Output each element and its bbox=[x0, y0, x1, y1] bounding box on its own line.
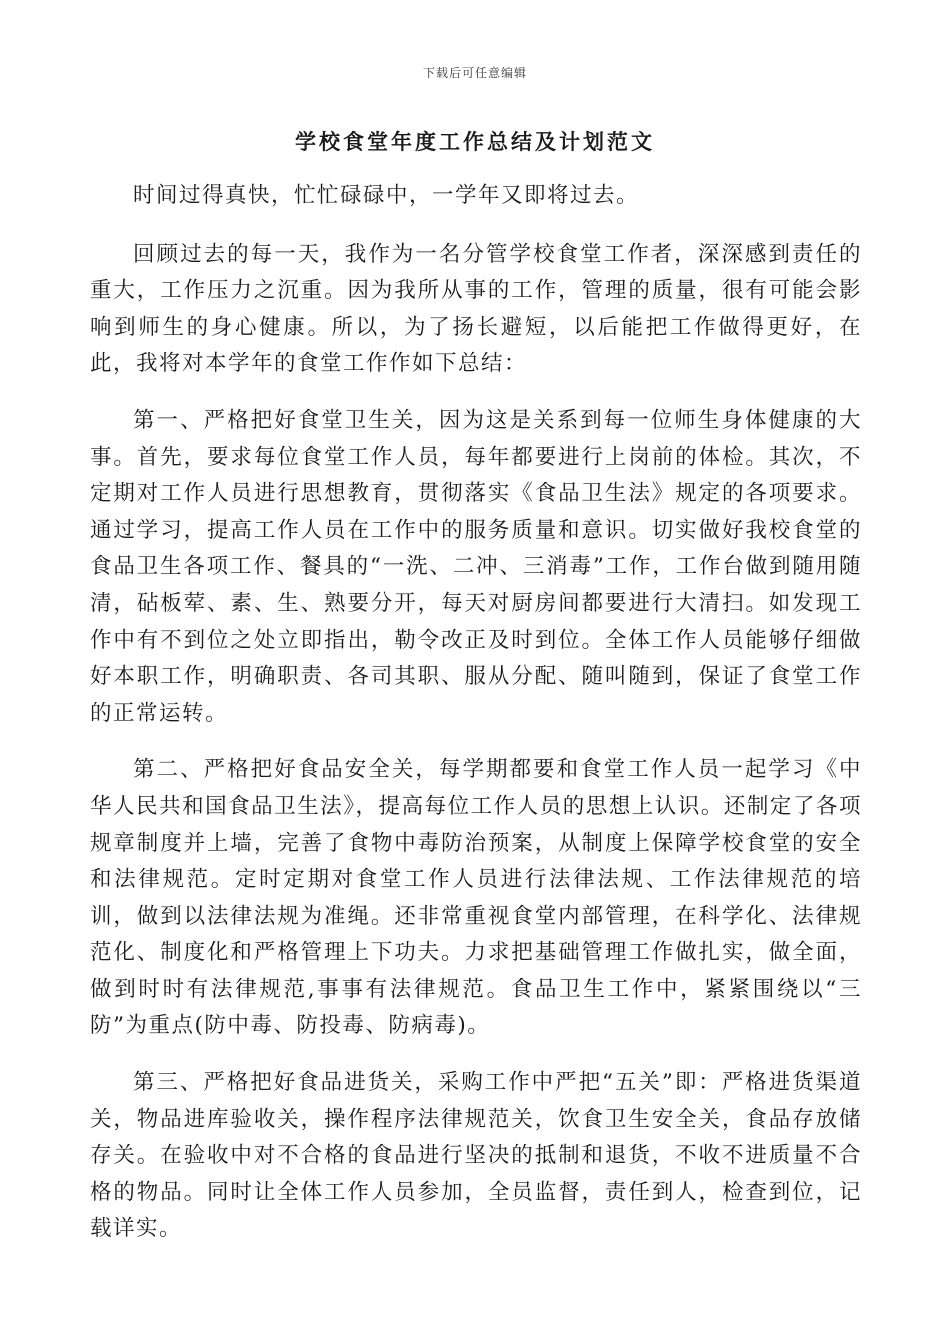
paragraph-1: 时间过得真快，忙忙碌碌中，一学年又即将过去。 bbox=[133, 183, 640, 208]
document-body bbox=[90, 178, 862, 1268]
paragraph-2: 回顾过去的每一天，我作为一名分管学校食堂工作者，深深感到责任的重大，工作压力之沉重。因为我所从事的工作，管理的质量，很有可能会影响到师生的身心健康。所以，为了扬长避短，以后能把工作做得更好，在此，我将对本学年的食堂工作作如下总结： bbox=[90, 241, 862, 377]
document-title: 学校食堂年度工作总结及计划范文 bbox=[295, 129, 655, 154]
paragraph-3: 第一、严格把好食堂卫生关，因为这是关系到每一位师生身体健康的大事。首先，要求每位食堂工作人员，每年都要进行上岗前的体检。其次，不定期对工作人员进行思想教育，贯彻落实《食品卫生法》规定的各项要求。通过学习，提高工作人员在工作中的服务质量和意识。切实做好我校食堂的食品卫生各项工作、餐具的“一洗、二冲、三消毒”工作，工作台做到随用随清，砧板荤、素、生、熟要分开，每天对厨房间都要进行大清扫。如发现工作中有不到位之处立即指出，勒令改正及时到位。全体工作人员能够仔细做好本职工作，明确职责、各司其职、服从分配、随叫随到，保证了食堂工作的正常运转。 bbox=[90, 407, 862, 726]
paragraph-5: 第三、严格把好食品进货关，采购工作中严把“五关”即：严格进货渠道关，物品进库验收关，操作程序法律规范关，饮食卫生安全关，食品存放储存关。在验收中对不合格的食品进行坚决的抵制和退货，不收不进质量不合格的物品。同时让全体工作人员参加，全员监督，责任到人，检查到位，记载详实。 bbox=[90, 1070, 862, 1242]
header-note: 下载后可任意编辑 bbox=[422, 66, 527, 80]
paragraph-4: 第二、严格把好食品安全关，每学期都要和食堂工作人员一起学习《中华人民共和国食品卫生法》，提高每位工作人员的思想上认识。还制定了各项规章制度并上墙，完善了食物中毒防治预案，从制度上保障学校食堂的安全和法律规范。定时定期对食堂工作人员进行法律法规、工作法律规范的培训，做到以法律法规为准绳。还非常重视食堂内部管理，在科学化、法律规范化、制度化和严格管理上下功夫。力求把基础管理工作做扎实，做全面，做到时时有法律规范,事事有法律规范。食品卫生工作中，紧紧围绕以“三防”为重点(防中毒、防投毒、防病毒)。 bbox=[90, 757, 862, 1039]
